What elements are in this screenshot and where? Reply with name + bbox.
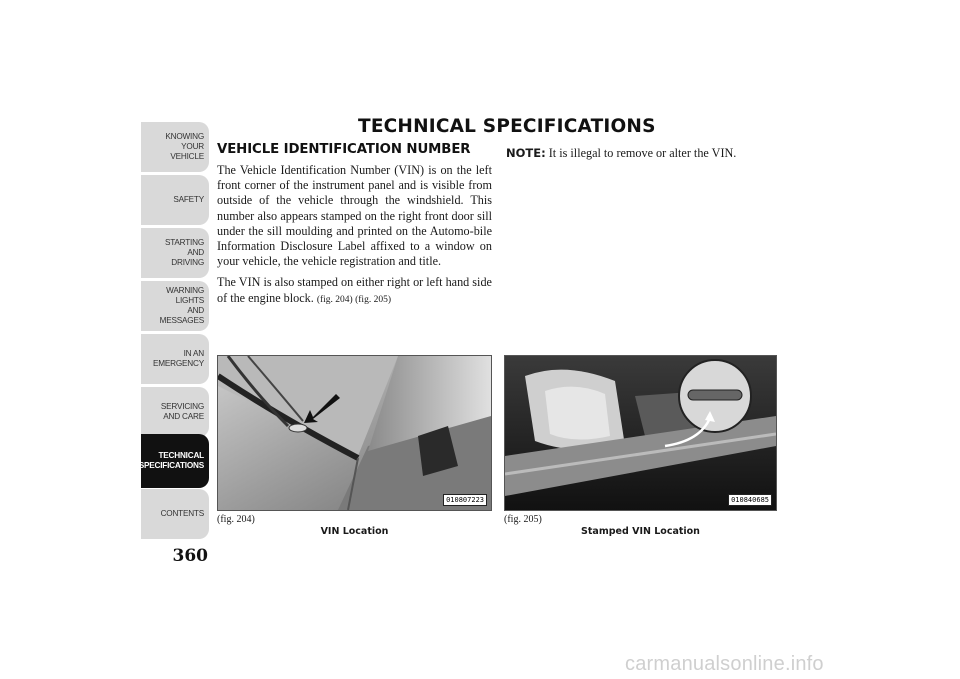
tab-contents[interactable] — [141, 489, 209, 539]
vin-paragraph-2 — [217, 275, 492, 307]
door-sill-illustration — [505, 356, 776, 510]
note-label: NOTE: — [506, 146, 546, 160]
left-column — [217, 142, 492, 314]
tab-label: CONTENTS — [160, 509, 204, 518]
note-text: It is illegal to remove or alter the VIN. — [548, 146, 737, 160]
note — [506, 146, 786, 161]
vin-paragraph-2-text: The VIN is also stamped on either right or left hand side of the engine block. — [217, 275, 492, 305]
figure-caption: Stamped VIN Location — [581, 526, 700, 537]
right-column — [506, 146, 786, 161]
page-number: 360 — [172, 546, 208, 566]
vin-location-photo — [217, 355, 492, 511]
figure-reference[interactable]: (fig. 204) (fig. 205) — [316, 294, 391, 305]
tab-label: SERVICING AND CARE — [160, 402, 204, 421]
tab-label: KNOWING YOUR VEHICLE — [165, 132, 204, 161]
tab-label: WARNING LIGHTS AND MESSAGES — [159, 286, 204, 325]
tab-servicing-and-care[interactable] — [141, 387, 209, 437]
tab-safety[interactable] — [141, 175, 209, 225]
tab-label: IN AN EMERGENCY — [153, 349, 204, 368]
figure-number: (fig. 205) — [504, 514, 542, 525]
stamped-vin-location-photo — [504, 355, 777, 511]
tab-label: SAFETY — [173, 195, 204, 204]
section-title: TECHNICAL SPECIFICATIONS — [358, 116, 656, 137]
tab-technical-specifications[interactable] — [138, 434, 209, 488]
vin-heading: VEHICLE IDENTIFICATION NUMBER — [217, 142, 471, 157]
figure-205 — [504, 355, 777, 537]
tab-in-an-emergency[interactable] — [141, 334, 209, 384]
tab-label: TECHNICAL SPECIFICATIONS — [138, 451, 204, 470]
figure-code: 010840685 — [728, 494, 772, 506]
windshield-illustration — [218, 356, 491, 510]
tab-starting-and-driving[interactable] — [141, 228, 209, 278]
figure-number: (fig. 204) — [217, 514, 255, 525]
figure-204 — [217, 355, 492, 537]
tab-warning-lights-and-messages[interactable] — [141, 281, 209, 331]
tab-knowing-your-vehicle[interactable] — [141, 122, 209, 172]
vin-paragraph-1: The Vehicle Identification Number (VIN) is on the left front corner of the instrument panel and is visible from outside of the vehicle through the windshield. This number also appears stamped on the right front door sill under the sill moulding and printed on the Automo-bile Information Disclosure Label affixed to a window on your vehicle, the vehicle registration and title. — [217, 163, 492, 269]
figure-caption: VIN Location — [320, 526, 389, 537]
tab-label: STARTING AND DRIVING — [164, 238, 204, 267]
watermark: carmanualsonline.info — [625, 653, 824, 675]
figure-code: 010807223 — [443, 494, 487, 506]
